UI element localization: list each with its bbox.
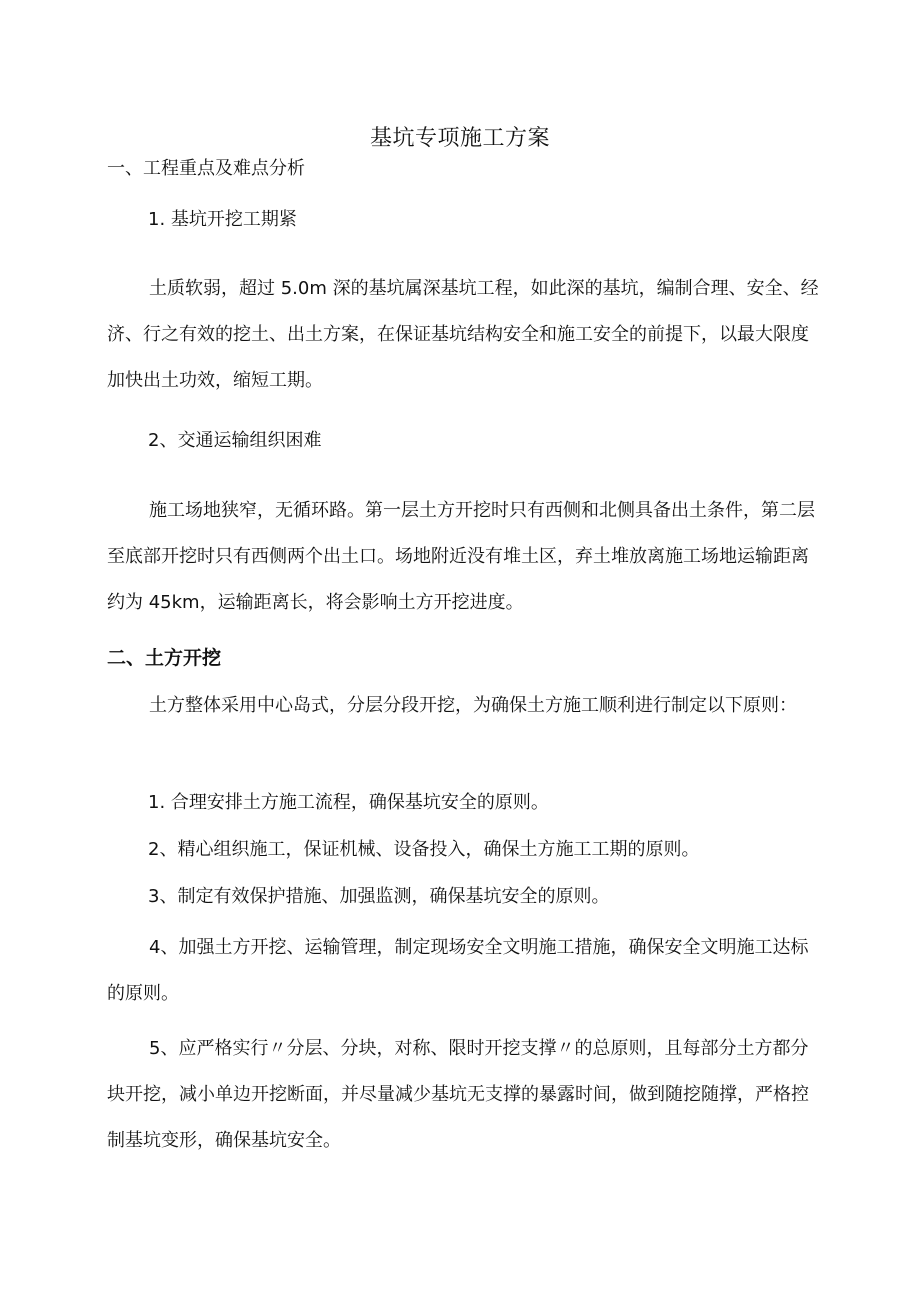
item-body-1: 土质软弱，超过 5.0m 深的基坑属深基坑工程，如此深的基坑，编制合理、安全、经济、行之有效的挖土、出土方案，在保证基坑结构安全和施工安全的前提下，以最大限度加快出土功效，缩短工期。 bbox=[107, 278, 819, 391]
section-heading-2: 二、土方开挖 bbox=[107, 647, 222, 669]
section-heading-1: 一、工程重点及难点分析 bbox=[107, 158, 305, 179]
item-heading-2: 2、交通运输组织困难 bbox=[148, 430, 322, 451]
item-heading-1: 1. 基坑开挖工期紧 bbox=[148, 209, 297, 230]
principle-item: 5、应严格实行〃分层、分块，对称、限时开挖支撑〃的总原则，且每部分土方都分块开挖，减小单边开挖断面，并尽量减少基坑无支撑的暴露时间，做到随挖随撑，严格控制基坑变形，确保基坑安全。 bbox=[107, 1038, 809, 1151]
principle-item: 3、制定有效保护措施、加强监测，确保基坑安全的原则。 bbox=[148, 886, 610, 907]
principle-item: 4、加强土方开挖、运输管理，制定现场安全文明施工措施，确保安全文明施工达标的原则。 bbox=[107, 937, 809, 1004]
item-body-2: 施工场地狭窄，无循环路。第一层土方开挖时只有西侧和北侧具备出土条件，第二层至底部开挖时只有西侧两个出土口。场地附近没有堆土区，弃土堆放离施工场地运输距离约为 45km，运输距离长，将会影响土方开挖进度。 bbox=[107, 500, 815, 613]
principle-item: 1. 合理安排土方施工流程，确保基坑安全的原则。 bbox=[148, 792, 549, 813]
section-intro-2: 土方整体采用中心岛式，分层分段开挖，为确保土方施工顺利进行制定以下原则： bbox=[149, 695, 797, 716]
document-title: 基坑专项施工方案 bbox=[369, 126, 550, 151]
principle-item: 2、精心组织施工，保证机械、设备投入，确保土方施工工期的原则。 bbox=[148, 839, 700, 860]
